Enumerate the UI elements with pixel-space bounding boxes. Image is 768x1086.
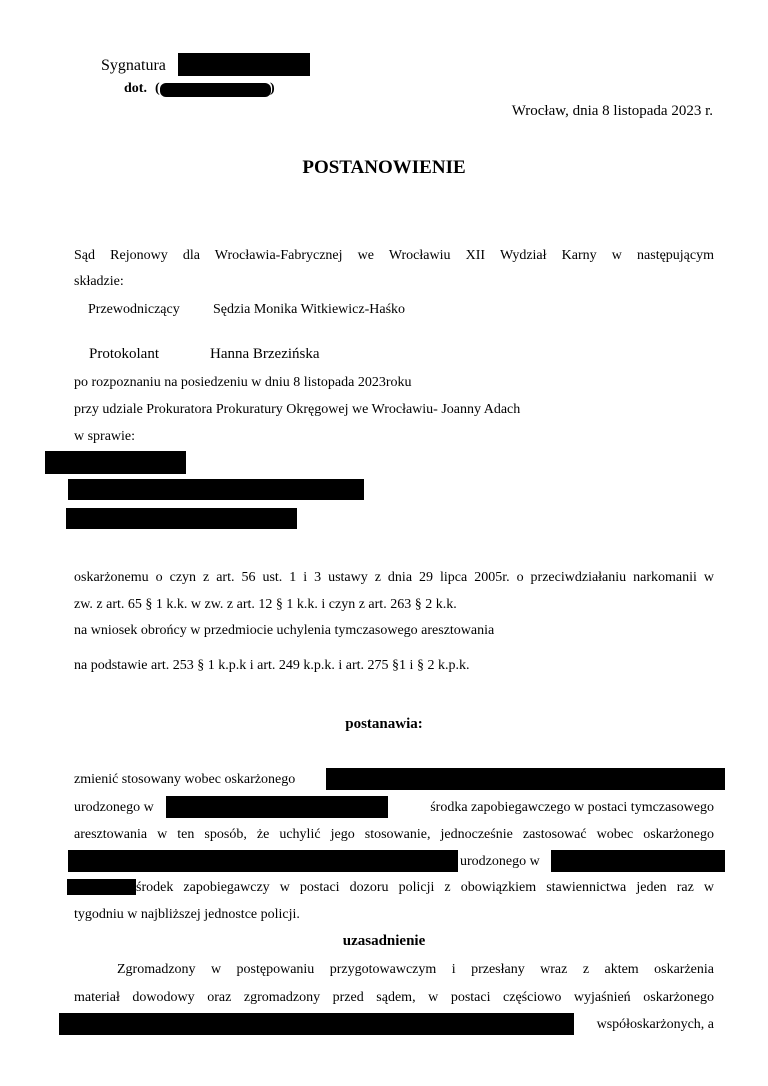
clerk-value: Hanna Brzezińska bbox=[210, 346, 320, 362]
charges-line2: zw. z art. 65 § 1 k.k. w zw. z art. 12 § 1 k.k. i czyn z art. 263 § 2 k.k. bbox=[74, 597, 457, 612]
decision-heading: postanawia: bbox=[345, 716, 423, 732]
redaction-justification-text bbox=[59, 1013, 574, 1035]
presiding-value: Sędzia Monika Witkiewicz-Haśko bbox=[213, 302, 406, 317]
prosecutor-line: przy udziale Prokuratora Prokuratury Okręgowej we Wrocławiu- Joanny Adach bbox=[74, 402, 521, 417]
clerk-label: Protokolant bbox=[89, 346, 159, 362]
court-intro-line1: Sąd Rejonowy dla Wrocławia-Fabrycznej we Wrocławiu XII Wydział Karny w następującym bbox=[74, 248, 714, 263]
justification-heading: uzasadnienie bbox=[342, 933, 426, 949]
decision-line3: aresztowania w ten sposób, że uchylić jego stosowanie, jednocześnie zastosować wobec oskarżonego bbox=[74, 827, 714, 842]
paren-close: ) bbox=[270, 81, 275, 96]
decision-line5: środek zapobiegawczy w postaci dozoru policji z obowiązkiem stawiennictwa jeden raz w bbox=[136, 880, 714, 895]
redaction-defendant-name bbox=[45, 451, 186, 474]
redaction-defendant-name-3 bbox=[68, 850, 458, 872]
redaction-defendant-details bbox=[68, 479, 364, 500]
redaction-defendant-name-2 bbox=[326, 768, 725, 790]
justification-line2: materiał dowodowy oraz zgromadzony przed sądem, w postaci częściowo wyjaśnień oskarżonego bbox=[74, 990, 714, 1005]
legal-basis-line: na podstawie art. 253 § 1 k.p.k i art. 249 k.p.k. i art. 275 §1 i § 2 k.p.k. bbox=[74, 658, 470, 673]
redaction-signature bbox=[178, 53, 310, 76]
document-title: POSTANOWIENIE bbox=[302, 157, 466, 178]
decision-line2-start: urodzonego w bbox=[74, 800, 154, 815]
justification-line3-end: współoskarżonych, a bbox=[596, 1017, 714, 1032]
place-date: Wrocław, dnia 8 listopada 2023 r. bbox=[511, 103, 713, 119]
redaction-birthplace bbox=[166, 796, 388, 818]
charges-line1: oskarżonemu o czyn z art. 56 ust. 1 i 3 ustawy z dnia 29 lipca 2005r. o przeciwdziałaniu narkomanii w bbox=[74, 570, 714, 585]
decision-line1: zmienić stosowany wobec oskarżonego bbox=[74, 772, 296, 787]
decision-line2-end: środka zapobiegawczego w postaci tymczasowego bbox=[430, 800, 714, 815]
redaction-defendant-address bbox=[66, 508, 297, 529]
paren-open: ( bbox=[155, 81, 160, 96]
court-intro-line2: składzie: bbox=[74, 274, 124, 289]
justification-line1: Zgromadzony w postępowaniu przygotowawczym i przesłany wraz z aktem oskarżenia bbox=[117, 962, 714, 977]
motion-line: na wniosek obrońcy w przedmiocie uchylenia tymczasowego aresztowania bbox=[74, 623, 495, 638]
session-line: po rozpoznaniu na posiedzeniu w dniu 8 listopada 2023roku bbox=[74, 375, 412, 390]
decision-line4: urodzonego w bbox=[460, 854, 540, 869]
decision-line6: tygodniu w najbliższej jednostce policji. bbox=[74, 907, 300, 922]
case-label: w sprawie: bbox=[74, 429, 136, 444]
presiding-label: Przewodniczący bbox=[88, 302, 180, 317]
redaction-dot bbox=[160, 83, 271, 97]
redaction-birth-date bbox=[67, 879, 136, 895]
signature-label: Sygnatura bbox=[101, 57, 166, 74]
dot-label: dot. bbox=[124, 81, 147, 96]
redaction-birthplace-2 bbox=[551, 850, 725, 872]
